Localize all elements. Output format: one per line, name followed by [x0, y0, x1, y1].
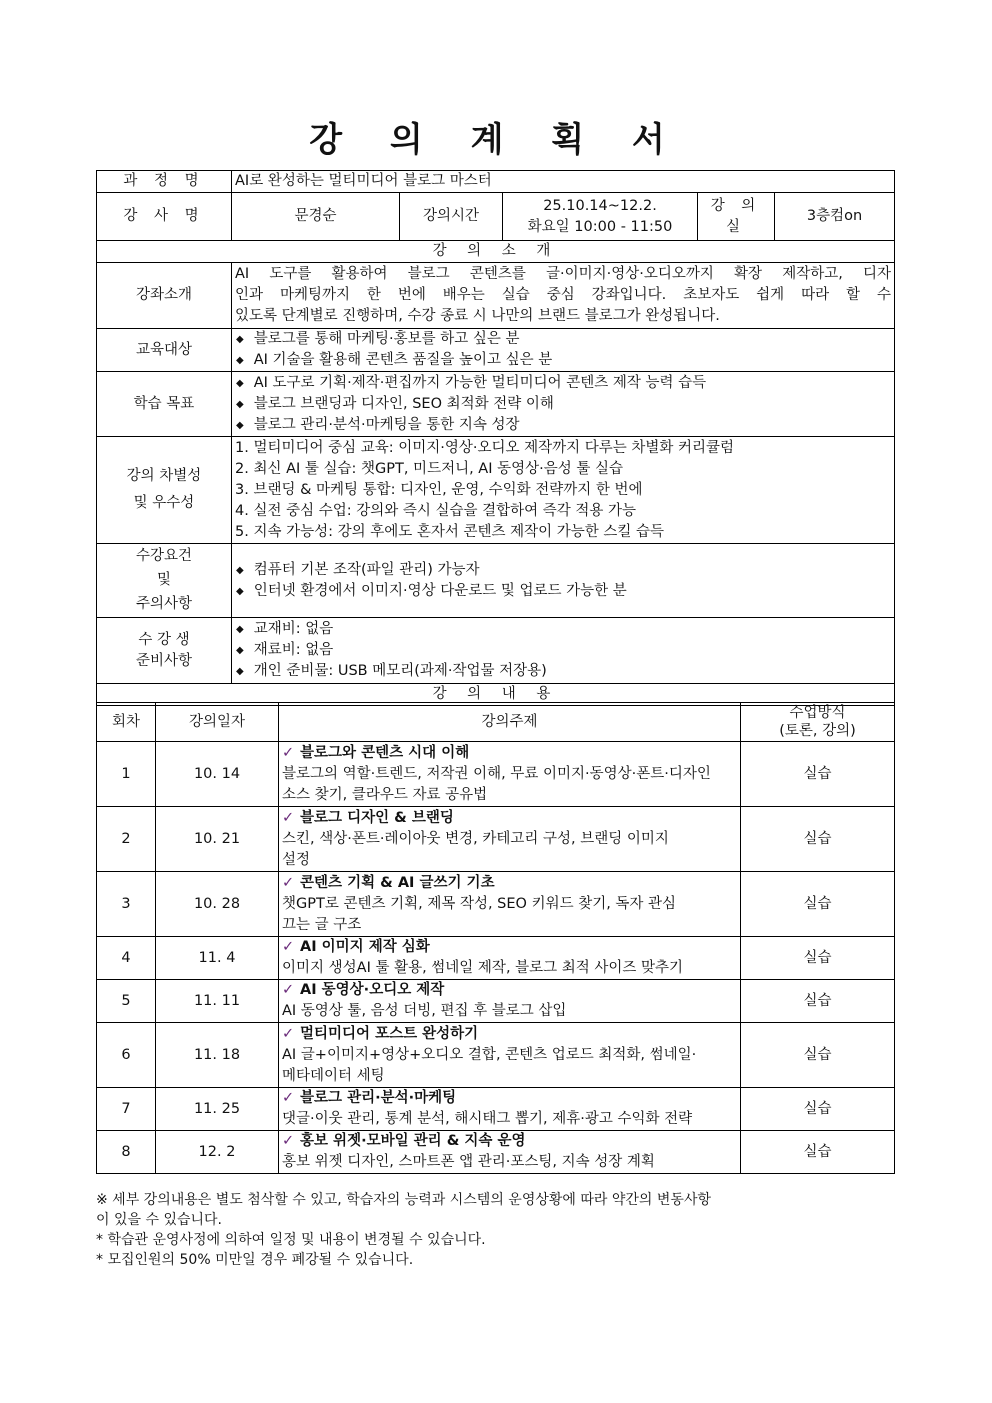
table-row: [97, 742, 895, 807]
pencil-check-icon: ✓: [282, 1025, 295, 1042]
header-topic: 강의주제: [279, 703, 741, 742]
topic-title: 홍보 위젯·모바일 관리 & 지속 운영: [300, 1133, 526, 1149]
header-session: 회차: [97, 703, 156, 742]
list-item: ◆ 블로그 관리·분석·마케팅을 통한 지속 성장: [236, 415, 891, 436]
table-row: [97, 872, 895, 937]
topic-title: 블로그 디자인 & 브랜딩: [300, 809, 454, 826]
preparation-list: [232, 618, 895, 684]
header-method: 수업방식 (토론, 강의): [741, 703, 895, 742]
session-date: 10. 28: [156, 872, 279, 937]
topic-desc: 이미지 생성AI 툴 활용, 썸네일 제작, 블로그 최적 사이즈 맞추기: [282, 960, 684, 976]
intro-line: 인과 마케팅까지 한 번에 배우는 실습 중심 강좌입니다. 초보자도 쉽게 따라 할 수: [235, 287, 891, 303]
pencil-check-icon: ✓: [282, 982, 295, 998]
session-method: 실습: [741, 1023, 895, 1088]
topic-desc: 메타데이터 세팅: [282, 1067, 385, 1084]
session-topic: [279, 980, 741, 1023]
room-label: 강 의 실: [698, 193, 775, 241]
intro-section-header: 강 의 소 개: [97, 241, 895, 263]
course-intro: [232, 263, 895, 329]
room: 3층컴on: [775, 193, 895, 241]
list-item: ◆ 재료비: 없음: [236, 640, 891, 661]
intro-line: AI 도구를 활용하여 블로그 콘텐츠를 글·이미지·영상·오디오까지 확장 제작하고, 디자: [235, 266, 891, 282]
session-number: 8: [97, 1131, 156, 1174]
session-method: 실습: [741, 1088, 895, 1131]
topic-desc: AI 동영상 툴, 음성 더빙, 편집 후 블로그 삽입: [282, 1003, 567, 1019]
table-row: [97, 807, 895, 872]
course-name: AI로 완성하는 멀티미디어 블로그 마스터: [232, 171, 895, 193]
table-row: [97, 1023, 895, 1088]
session-date: 11. 11: [156, 980, 279, 1023]
list-item: ◆ 블로그 브랜딩과 디자인, SEO 최적화 전략 이해: [236, 394, 891, 415]
session-topic: [279, 1023, 741, 1088]
session-number: 4: [97, 937, 156, 980]
table-row: [97, 937, 895, 980]
content-section-header: 강 의 내 용: [97, 684, 895, 706]
session-number: 5: [97, 980, 156, 1023]
list-item: ◆ AI 기술을 활용해 콘텐츠 품질을 높이고 싶은 분: [236, 350, 891, 371]
session-topic: [279, 1088, 741, 1131]
list-item: ◆ AI 도구로 기획·제작·편집까지 가능한 멀티미디어 콘텐츠 제작 능력 습득: [236, 373, 891, 394]
list-item: 3. 브랜딩 & 마케팅 통합: 디자인, 운영, 수익화 전략까지 한 번에: [235, 481, 643, 498]
topic-title: 멀티미디어 포스트 완성하기: [300, 1025, 479, 1042]
session-method: 실습: [741, 1131, 895, 1174]
table-row: [97, 1088, 895, 1131]
target-list: [232, 329, 895, 372]
session-date: 11. 4: [156, 937, 279, 980]
course-intro-label: 강좌소개: [97, 263, 232, 329]
note-line: 이 있을 수 있습니다.: [96, 1212, 222, 1228]
session-method: 실습: [741, 807, 895, 872]
page-title: 강 의 계 획 서: [309, 120, 683, 160]
session-method: 실습: [741, 980, 895, 1023]
session-number: 6: [97, 1023, 156, 1088]
pencil-check-icon: ✓: [282, 939, 295, 955]
topic-desc: 끄는 글 구조: [282, 916, 362, 933]
session-method: 실습: [741, 937, 895, 980]
goal-label: 학습 목표: [97, 372, 232, 437]
list-item: ◆ 컴퓨터 기본 조작(파일 관리) 가능자: [236, 560, 891, 581]
instructor-name: 문경순: [232, 193, 400, 241]
pencil-check-icon: ✓: [282, 1133, 295, 1149]
list-item: 1. 멀티미디어 중심 교육: 이미지·영상·오디오 제작까지 다루는 차별화 커리큘럼: [235, 439, 735, 456]
course-info-table: [96, 170, 895, 706]
session-number: 3: [97, 872, 156, 937]
note-line: * 모집인원의 50% 미만일 경우 폐강될 수 있습니다.: [96, 1252, 414, 1268]
topic-desc: 홍보 위젯 디자인, 스마트폰 앱 관리·포스팅, 지속 성장 계획: [282, 1154, 655, 1170]
note-line: ※ 세부 강의내용은 별도 첨삭할 수 있고, 학습자의 능력과 시스템의 운영상황에 따라 약간의 변동사항: [96, 1192, 711, 1208]
table-row: [97, 1131, 895, 1174]
session-number: 1: [97, 742, 156, 807]
differentiation-label: 강의 차별성 및 우수성: [97, 437, 232, 544]
lecture-time: [503, 193, 698, 241]
list-item: 5. 지속 가능성: 강의 후에도 혼자서 콘텐츠 제작이 가능한 스킬 습득: [235, 523, 664, 540]
lecture-time-label: 강의시간: [400, 193, 503, 241]
instructor-label: 강 사 명: [97, 193, 232, 241]
requirements-list: [232, 544, 895, 618]
list-item: ◆ 개인 준비물: USB 메모리(과제·작업물 저장용): [236, 661, 891, 682]
topic-title: 블로그와 콘텐츠 시대 이해: [300, 744, 470, 761]
list-item: ◆ 인터넷 환경에서 이미지·영상 다운로드 및 업로드 가능한 분: [236, 581, 891, 602]
list-item: 2. 최신 AI 툴 실습: 챗GPT, 미드저니, AI 동영상·음성 툴 실습: [235, 460, 623, 477]
table-row: [97, 980, 895, 1023]
goal-list: [232, 372, 895, 437]
session-method: 실습: [741, 742, 895, 807]
differentiation-list: [232, 437, 895, 544]
lecture-schedule: 화요일 10:00 - 11:50: [527, 218, 673, 235]
session-date: 11. 18: [156, 1023, 279, 1088]
list-item: ◆ 블로그를 통해 마케팅·홍보를 하고 싶은 분: [236, 329, 891, 350]
topic-title: AI 이미지 제작 심화: [300, 939, 430, 955]
header-date: 강의일자: [156, 703, 279, 742]
session-topic: [279, 807, 741, 872]
topic-title: 콘텐츠 기획 & AI 글쓰기 기초: [300, 874, 495, 891]
session-date: 12. 2: [156, 1131, 279, 1174]
session-topic: [279, 1131, 741, 1174]
note-line: * 학습관 운영사정에 의하여 일정 및 내용이 변경될 수 있습니다.: [96, 1232, 486, 1248]
topic-title: AI 동영상·오디오 제작: [300, 982, 445, 998]
notes: [96, 1190, 896, 1270]
list-item: ◆ 교재비: 없음: [236, 619, 891, 640]
list-item: 4. 실전 중심 수업: 강의와 즉시 실습을 결합하여 즉각 적용 가능: [235, 502, 636, 519]
topic-desc: 설정: [282, 851, 311, 868]
session-number: 2: [97, 807, 156, 872]
requirements-label: 수강요건 및 주의사항: [97, 544, 232, 618]
session-number: 7: [97, 1088, 156, 1131]
pencil-check-icon: ✓: [282, 744, 295, 761]
preparation-label: 수 강 생 준비사항: [97, 618, 232, 684]
pencil-check-icon: ✓: [282, 1090, 295, 1106]
topic-title: 블로그 관리·분석·마케팅: [300, 1090, 457, 1106]
session-topic: [279, 937, 741, 980]
target-label: 교육대상: [97, 329, 232, 372]
topic-desc: 댓글·이웃 관리, 통계 분석, 해시태그 뽑기, 제휴·광고 수익화 전략: [282, 1111, 693, 1127]
topic-desc: 소스 찾기, 클라우드 자료 공유법: [282, 786, 488, 803]
course-name-label: 과 정 명: [97, 171, 232, 193]
lecture-period: 25.10.14~12.2.: [543, 197, 657, 214]
session-topic: [279, 742, 741, 807]
session-date: 10. 21: [156, 807, 279, 872]
session-date: 10. 14: [156, 742, 279, 807]
topic-desc: AI 글+이미지+영상+오디오 결합, 콘텐츠 업로드 최적화, 썸네일·: [282, 1046, 697, 1063]
session-topic: [279, 872, 741, 937]
topic-desc: 챗GPT로 콘텐츠 기획, 제목 작성, SEO 키워드 찾기, 독자 관심: [282, 895, 677, 912]
topic-desc: 스킨, 색상·폰트·레이아웃 변경, 카테고리 구성, 브랜딩 이미지: [282, 830, 669, 847]
schedule-table: [96, 702, 895, 1174]
topic-desc: 블로그의 역할·트렌드, 저작권 이해, 무료 이미지·동영상·폰트·디자인: [282, 765, 711, 782]
session-method: 실습: [741, 872, 895, 937]
pencil-check-icon: ✓: [282, 809, 295, 826]
pencil-check-icon: ✓: [282, 874, 295, 891]
session-date: 11. 25: [156, 1088, 279, 1131]
intro-line: 있도록 단계별로 진행하며, 수강 종료 시 나만의 브랜드 블로그가 완성됩니다.: [235, 308, 720, 324]
